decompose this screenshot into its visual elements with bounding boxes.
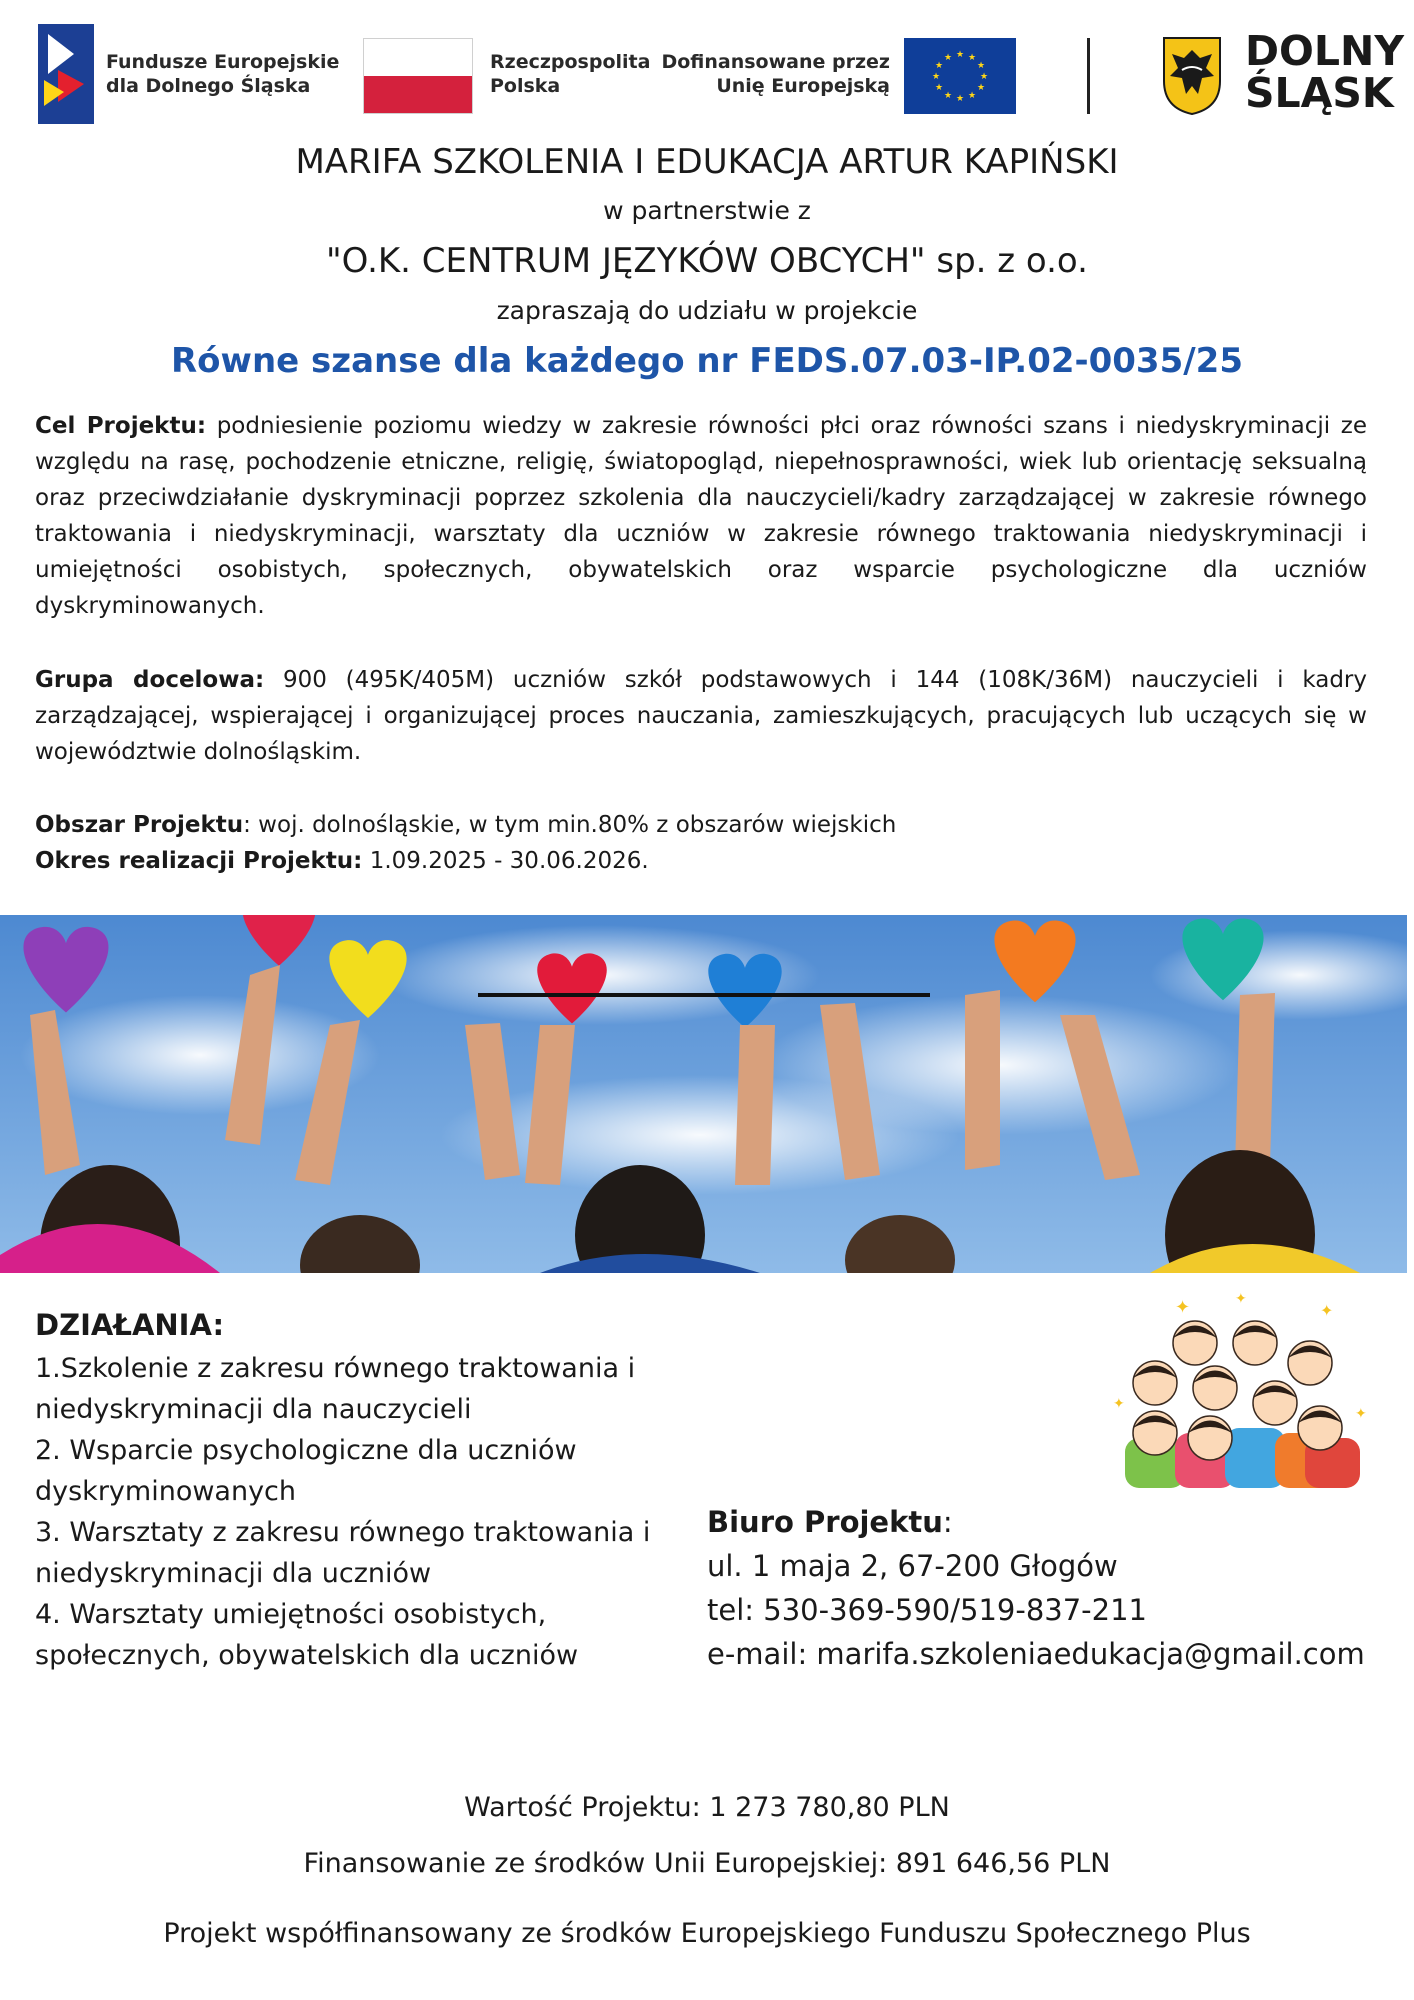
project-area-label: Obszar Projektu — [35, 812, 244, 838]
project-goal-label: Cel Projektu: — [35, 413, 207, 439]
svg-text:★: ★ — [967, 53, 977, 63]
svg-text:★: ★ — [979, 72, 989, 82]
office-heading — [707, 1500, 1365, 1544]
target-group — [35, 662, 1367, 770]
eu-line-2: Unię Europejską — [716, 75, 890, 97]
project-goal — [35, 408, 1367, 624]
target-group-label: Grupa docelowa: — [35, 667, 265, 693]
svg-text:★: ★ — [955, 50, 965, 60]
project-period — [35, 843, 1367, 879]
eu-line-1: Dofinansowane przez — [661, 51, 890, 73]
office-email[interactable]: e-mail: marifa.szkoleniaedukacja@gmail.com — [707, 1637, 1365, 1671]
activities-list — [35, 1348, 685, 1676]
organizer-name: MARIFA SZKOLENIA I EDUKACJA ARTUR KAPIŃSKI — [295, 142, 1119, 182]
cheering-kids-illustration — [1105, 1288, 1375, 1500]
svg-text:★: ★ — [967, 91, 977, 101]
cofinancing-note: Projekt współfinansowany ze środków Europejskiego Funduszu Społecznego Plus — [163, 1918, 1251, 1949]
svg-text:★: ★ — [934, 83, 944, 93]
project-value: Wartość Projektu: 1 273 780,80 PLN — [464, 1792, 950, 1823]
logo-divider — [1087, 38, 1090, 114]
svg-text:✦: ✦ — [1175, 1297, 1191, 1318]
fe-logo-text — [106, 50, 339, 98]
activity-item: 4. Warsztaty umiejętności osobistych, społecznych, obywatelskich dla uczniów — [35, 1599, 579, 1671]
ds-line-1: DOLNY — [1245, 27, 1405, 75]
office-address: ul. 1 maja 2, 67-200 Głogów — [707, 1549, 1118, 1583]
project-area-text: : woj. dolnośląskie, w tym min.80% z obszarów wiejskich — [243, 812, 897, 838]
project-goal-text: podniesienie poziomu wiedzy w zakresie równości płci oraz równości szans i niedyskryminacji ze względu na rasę, pochodzenie etniczne, religię, światopogląd, niepełnosprawności, wiek lub orientację seksualną oraz przeciwdziałanie dyskryminacji poprzez szkolenia dla nauczycieli/kadry zarządzającej w zakresie równego traktowania i niedyskryminacji, warsztaty dla uczniów w zakresie równego traktowania niedyskryminacji i umiejętności osobistych, społecznych, obywatelskich oraz wsparcie psychologiczne dla uczniów dyskryminowanych. — [35, 413, 1368, 619]
activities-title: DZIAŁANIA: — [35, 1308, 225, 1342]
activity-item: 2. Wsparcie psychologiczne dla uczniów dyskryminowanych — [35, 1435, 577, 1507]
svg-text:★: ★ — [943, 91, 953, 101]
svg-text:★: ★ — [934, 61, 944, 71]
svg-text:★: ★ — [976, 61, 986, 71]
project-period-text: 1.09.2025 - 30.06.2026. — [362, 848, 649, 874]
invitation-text: zapraszają do udziału w projekcie — [496, 296, 918, 325]
eu-logo-text — [660, 50, 890, 98]
ds-line-2: ŚLĄSK — [1245, 69, 1394, 117]
svg-text:★: ★ — [955, 94, 965, 104]
children-hearts-photo — [0, 915, 1407, 1273]
logo-bar — [0, 0, 1414, 135]
svg-text:✦: ✦ — [1235, 1291, 1247, 1307]
svg-text:★: ★ — [943, 53, 953, 63]
office-title: Biuro Projektu — [707, 1505, 943, 1539]
project-period-label: Okres realizacji Projektu: — [35, 848, 363, 874]
activity-item: 3. Warsztaty z zakresu równego traktowania i niedyskryminacji dla uczniów — [35, 1517, 651, 1589]
pl-line-2: Polska — [490, 75, 561, 97]
fe-line-1: Fundusze Europejskie — [106, 51, 340, 73]
activity-item: 1.Szkolenie z zakresu równego traktowania i niedyskryminacji dla nauczycieli — [35, 1353, 636, 1425]
office-title-colon: : — [942, 1505, 953, 1539]
eu-funding-amount: Finansowanie ze środków Unii Europejskiej: 891 646,56 PLN — [303, 1848, 1111, 1879]
target-group-text: 900 (495K/405M) uczniów szkół podstawowych i 144 (108K/36M) nauczycieli i kadry zarządzającej, wspierającej i organizującej proces nauczania, zamieszkujących, pracujących lub uczących się w województwie dolnośląskim. — [35, 667, 1367, 765]
project-area — [35, 807, 1367, 843]
project-area-period — [35, 807, 1367, 879]
svg-text:✦: ✦ — [1355, 1406, 1367, 1422]
polish-flag-icon — [363, 38, 473, 114]
fundusze-europejskie-logo — [38, 24, 94, 124]
fe-line-2: dla Dolnego Śląska — [106, 75, 311, 97]
project-office — [707, 1500, 1365, 1676]
svg-text:✦: ✦ — [1113, 1396, 1125, 1412]
office-phone[interactable]: tel: 530-369-590/519-837-211 — [707, 1593, 1147, 1627]
eu-flag-icon — [904, 38, 1016, 114]
svg-text:★: ★ — [931, 72, 941, 82]
partner-name: "O.K. CENTRUM JĘZYKÓW OBCYCH" sp. z o.o. — [326, 241, 1088, 281]
dolny-slask-text — [1245, 27, 1405, 117]
dolny-slask-coat-of-arms-icon — [1162, 36, 1222, 116]
pl-logo-text — [490, 50, 650, 98]
partnership-label: w partnerstwie z — [603, 196, 811, 225]
svg-text:★: ★ — [976, 83, 986, 93]
svg-text:✦: ✦ — [1320, 1301, 1334, 1320]
pl-line-1: Rzeczpospolita — [490, 51, 651, 73]
project-title: Równe szanse dla każdego nr FEDS.07.03-IP.02-0035/25 — [171, 341, 1243, 381]
